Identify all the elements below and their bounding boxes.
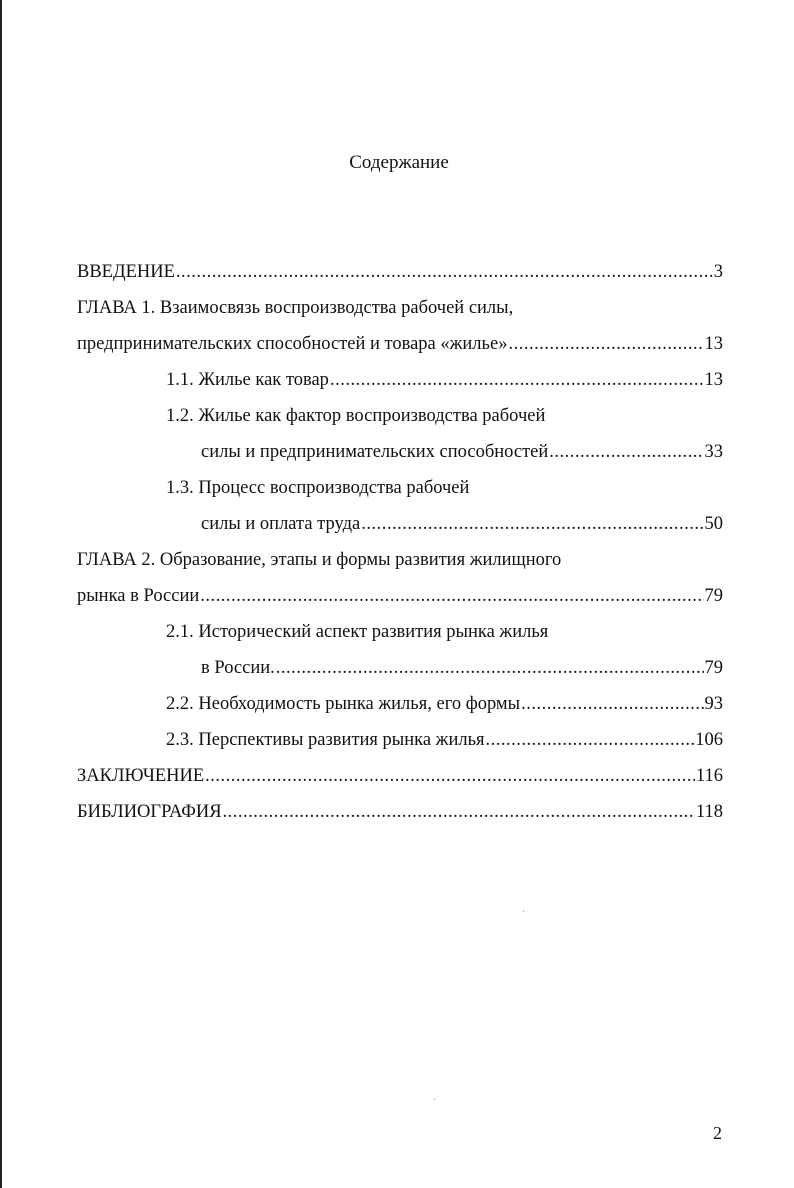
toc-entry-text: силы и предпринимательских способностей — [201, 442, 549, 462]
toc-entry-text: 2.1. Исторический аспект развития рынка жилья — [166, 622, 549, 642]
toc-entry-page: 13 — [704, 370, 723, 390]
dot-leader — [508, 332, 703, 356]
toc-entry-text: ГЛАВА 1. Взаимосвязь воспроизводства рабочей силы, — [77, 298, 514, 318]
toc-entry-text: рынка в России — [77, 586, 200, 606]
toc-entry-text: 1.3. Процесс воспроизводства рабочей — [166, 478, 470, 498]
toc-entry-page: 50 — [704, 514, 723, 534]
toc-entry-introduction — [77, 260, 723, 296]
toc-entry-2-2 — [77, 692, 723, 728]
toc-entry-page: 93 — [704, 694, 723, 714]
toc-entry-page: 13 — [704, 334, 723, 354]
toc-entry-text: ГЛАВА 2. Образование, этапы и формы развития жилищного — [77, 550, 562, 570]
toc-entry-chapter-2 — [77, 548, 723, 584]
toc-entry-text: предпринимательских способностей и товара «жилье» — [77, 334, 508, 354]
toc-entry-page: 106 — [695, 730, 723, 750]
toc-entry-page: 33 — [704, 442, 723, 462]
toc-entry-page: 3 — [713, 262, 723, 282]
toc-entry-1-3 — [77, 476, 723, 512]
toc-entry-1-2-cont — [77, 440, 723, 476]
toc-entry-text: силы и оплата труда — [201, 514, 361, 534]
scan-speck — [434, 1099, 435, 1100]
toc-entry-chapter-1 — [77, 296, 723, 332]
table-of-contents — [77, 260, 723, 836]
toc-entry-page: 116 — [695, 766, 723, 786]
toc-entry-1-1 — [77, 368, 723, 404]
dot-leader — [521, 692, 703, 716]
toc-entry-conclusion — [77, 764, 723, 800]
toc-entry-text: в России. — [201, 658, 275, 678]
dot-leader — [486, 728, 695, 752]
dot-leader — [549, 440, 703, 464]
toc-entry-1-2 — [77, 404, 723, 440]
dot-leader — [205, 764, 695, 788]
toc-entry-page: 118 — [695, 802, 723, 822]
toc-entry-2-1 — [77, 620, 723, 656]
toc-entry-text: 1.1. Жилье как товар — [166, 370, 329, 390]
toc-entry-bibliography — [77, 800, 723, 836]
dot-leader — [223, 800, 695, 824]
dot-leader — [200, 584, 703, 608]
dot-leader — [176, 260, 713, 284]
dot-leader — [361, 512, 703, 536]
scan-speck — [523, 911, 524, 912]
toc-entry-text: 2.3. Перспективы развития рынка жилья — [166, 730, 485, 750]
toc-entry-2-3 — [77, 728, 723, 764]
toc-entry-chapter-2-cont — [77, 584, 723, 620]
toc-entry-text: 1.2. Жилье как фактор воспроизводства рабочей — [166, 406, 546, 426]
page-number: 2 — [713, 1123, 722, 1143]
page-title: Содержание — [349, 152, 449, 173]
dot-leader — [276, 656, 704, 680]
toc-entry-text: ВВЕДЕНИЕ — [77, 262, 175, 282]
dot-leader — [330, 368, 704, 392]
toc-entry-page: 79 — [704, 586, 723, 606]
toc-entry-text: 2.2. Необходимость рынка жилья, его формы — [166, 694, 521, 714]
toc-entry-chapter-1-cont — [77, 332, 723, 368]
toc-entry-2-1-cont — [77, 656, 723, 692]
toc-entry-text: ЗАКЛЮЧЕНИЕ — [77, 766, 205, 786]
toc-entry-1-3-cont — [77, 512, 723, 548]
toc-entry-page: 79 — [704, 658, 723, 678]
toc-entry-text: БИБЛИОГРАФИЯ — [77, 802, 222, 822]
